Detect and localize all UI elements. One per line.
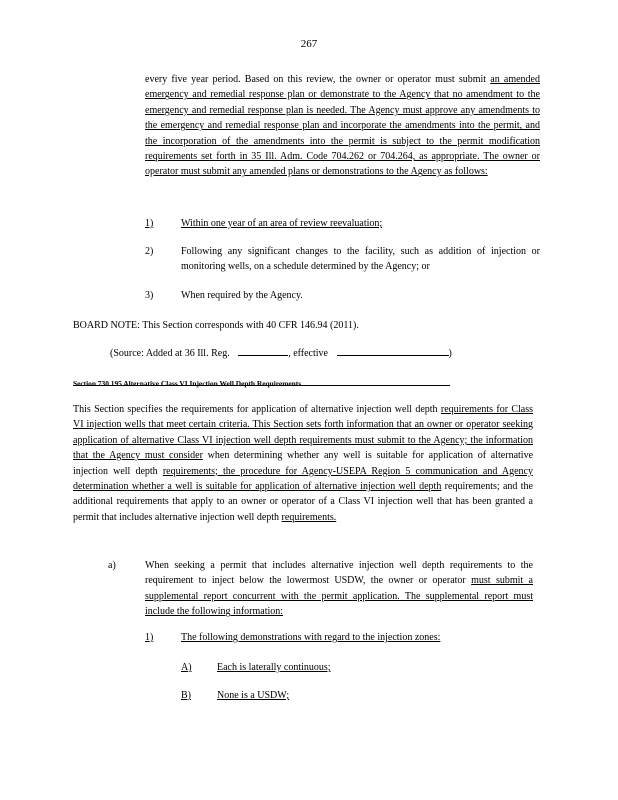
effective-blank xyxy=(337,355,449,356)
section-tail-underlined: requirements. xyxy=(281,511,337,523)
source-close: ) xyxy=(448,348,452,359)
subsection-label: a) xyxy=(108,560,116,571)
item-number: 1) xyxy=(145,218,154,229)
item-text: None is a USDW; xyxy=(217,690,290,701)
item-number: 2) xyxy=(145,246,154,257)
source-effective: , effective xyxy=(288,348,328,359)
item-number: A) xyxy=(181,662,192,673)
subsection-underlined-text: must submit a supplemental report concurrent with the permit application. The supplemental report must include the following information: xyxy=(145,575,533,618)
review-paragraph xyxy=(145,72,540,180)
section-underlined-text: requirements for Class VI injection wells that meet certain criteria. This Section sets forth information that an owner or operator seeking application of alternative Class VI injection well depth requirements must submit to the Agency; the information that the Agency must consider xyxy=(73,404,533,462)
review-amended-text: an amended emergency and remedial response plan or demonstrate to the Agency that no amendment to the emergency and remedial response plan is needed. The Agency must approve any amendments to the emergency and remedial response plan and incorporate the amendments into the permit, and the incorporation of the amendments into the permit is subject to the permit modification requirements set forth in 35 Ill. Adm. Code 704.262 or 704.264, as appropriate. The owner or operator must submit any amended plans or demonstrations to the Agency as follows: xyxy=(145,74,540,178)
section-middle-text: when determining whether any well is suitable for application of alternative injection well depth xyxy=(73,450,534,477)
page-number: 267 xyxy=(300,38,318,50)
source-note xyxy=(110,346,530,361)
review-lead-text: every five year period. Based on this review, the owner or operator must submit xyxy=(145,74,487,85)
section-paragraph xyxy=(73,402,533,525)
item-number: 1) xyxy=(145,632,154,643)
item-text: The following demonstrations with regard to the injection zones: xyxy=(181,632,441,643)
section-lead-text: This Section specifies the requirements for application of alternative injection well depth xyxy=(73,404,438,415)
subsection-text xyxy=(145,558,533,620)
board-note: BOARD NOTE: This Section corresponds with 40 CFR 146.94 (2011). xyxy=(73,320,359,331)
register-blank xyxy=(238,355,288,356)
subsection-plain-text: When seeking a permit that includes alternative injection well depth requirements to the requirement to inject below the lowermost USDW, the owner or operator xyxy=(145,560,533,587)
source-lead: (Source: Added at 36 Ill. Reg. xyxy=(110,348,230,359)
item-text: When required by the Agency. xyxy=(181,290,303,301)
item-number: B) xyxy=(181,690,191,701)
section-underlined-text-2: requirements; the procedure for Agency-USEPA Region 5 communication and Agency determination whether a well is suitable for application of alternative injection well depth xyxy=(73,465,533,493)
item-text: Following any significant changes to the facility, such as addition of injection or monitoring wells, on a schedule determined by the Agency; or xyxy=(181,246,540,273)
heading-underline xyxy=(73,385,450,386)
item-text: Each is laterally continuous; xyxy=(217,662,331,673)
item-number: 3) xyxy=(145,290,154,301)
item-text: Within one year of an area of review reevaluation; xyxy=(181,218,383,229)
section-tail-text: requirements; and the additional requirements that apply to an owner or operator of a Class VI injection well that has been granted a permit that includes alternative injection well depth xyxy=(73,481,533,523)
section-heading: Section 730.195 Alternative Class VI Injection Well Depth Requirements xyxy=(73,379,302,388)
